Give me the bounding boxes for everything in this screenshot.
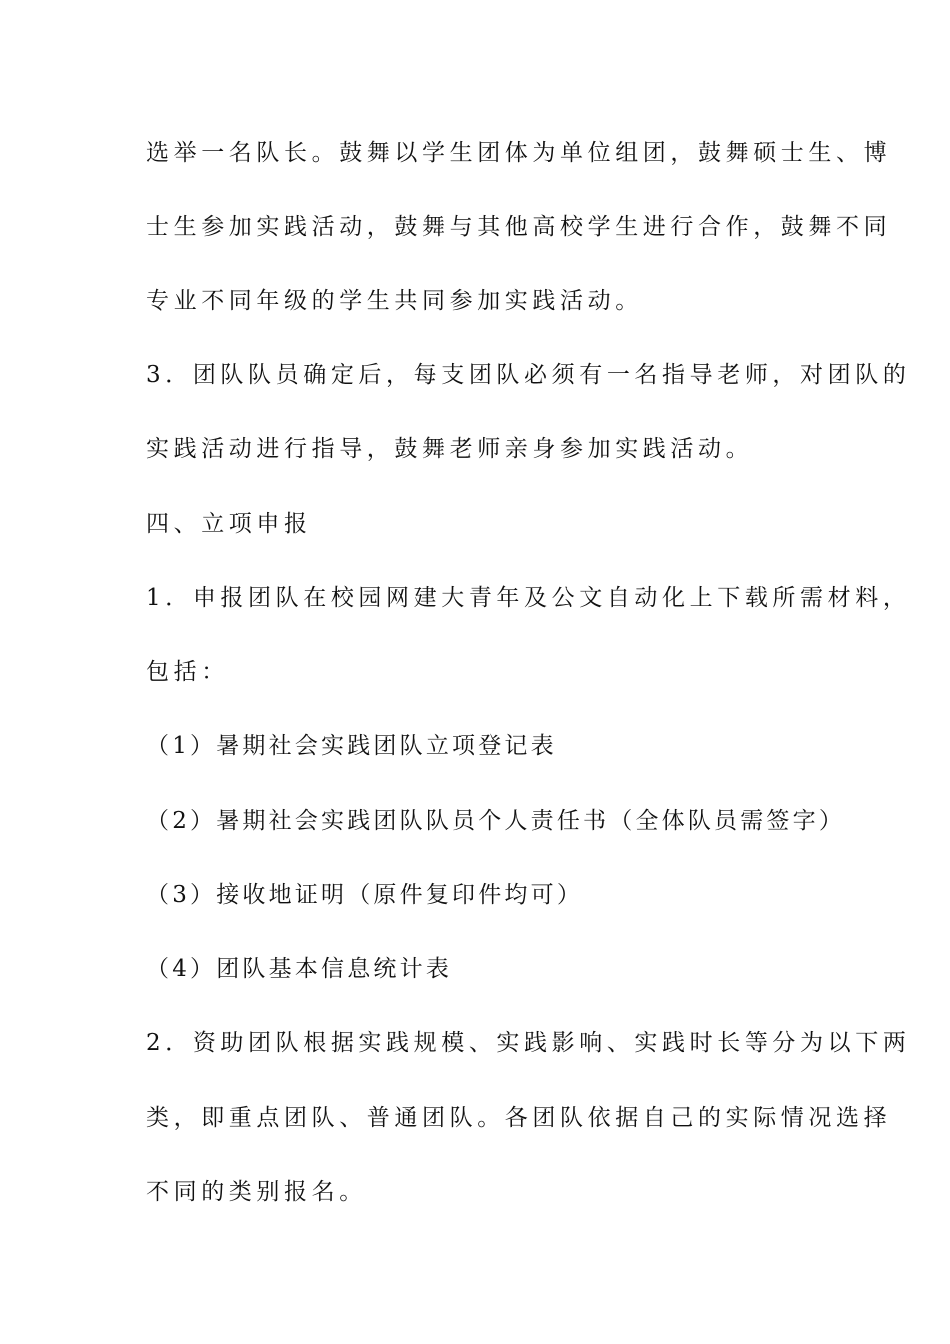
- paragraph-line: 3．团队队员确定后，每支团队必须有一名指导老师，对团队的: [146, 362, 911, 388]
- paragraph-line: 专业不同年级的学生共同参加实践活动。: [146, 288, 643, 314]
- paragraph-line: 士生参加实践活动，鼓舞与其他高校学生进行合作，鼓舞不同: [146, 214, 892, 240]
- paragraph-line: 选举一名队长。鼓舞以学生团体为单位组团，鼓舞硕士生、博: [146, 140, 892, 166]
- paragraph-line: 2．资助团队根据实践规模、实践影响、实践时长等分为以下两: [146, 1030, 911, 1056]
- list-item: （1）暑期社会实践团队立项登记表: [146, 733, 557, 759]
- paragraph-line: 包括：: [146, 659, 229, 685]
- list-item: （4）团队基本信息统计表: [146, 956, 453, 982]
- paragraph-line: 类，即重点团队、普通团队。各团队依据自己的实际情况选择: [146, 1105, 892, 1131]
- paragraph-line: 实践活动进行指导，鼓舞老师亲身参加实践活动。: [146, 436, 754, 462]
- paragraph-line: 1．申报团队在校园网建大青年及公文自动化上下载所需材料，: [146, 585, 911, 611]
- list-item: （3）接收地证明（原件复印件均可）: [146, 882, 584, 908]
- list-item: （2）暑期社会实践团队队员个人责任书（全体队员需签字）: [146, 808, 846, 834]
- paragraph-line: 不同的类别报名。: [146, 1179, 367, 1205]
- section-heading: 四、立项申报: [146, 511, 312, 537]
